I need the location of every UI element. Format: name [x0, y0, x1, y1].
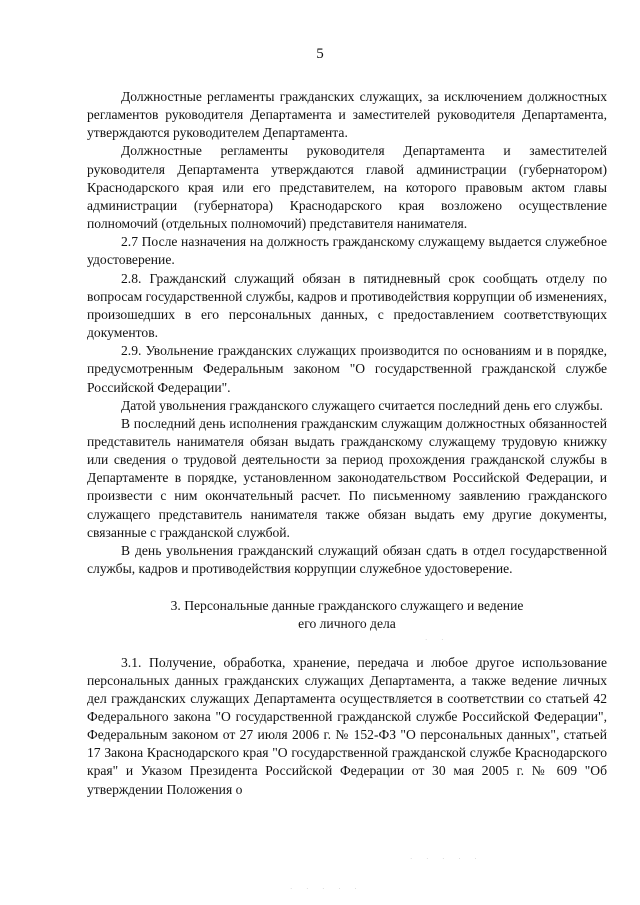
- document-body: [87, 88, 607, 799]
- paragraph-regulations-head: Должностные регламенты руководителя Департамента и заместителей руководителя Департамента утверждаются главой администрации (губернатором) Краснодарского края или его представителем, на которого правовым актом главы администрации (губернатора) Краснодарского края возложено осуществление полномочий (отдельных полномочий) представителя нанимателя.: [87, 143, 607, 232]
- paragraph-2-7: 2.7 После назначения на должность гражданскому служащему выдается служебное удостоверение.: [87, 234, 607, 268]
- scan-noise: · ·: [425, 636, 450, 644]
- paragraph-certificate-return: В день увольнения гражданский служащий обязан сдать в отдел государственной службы, кадров и противодействия коррупции служебное удостоверение.: [87, 542, 607, 577]
- section-heading: [87, 597, 607, 633]
- scan-noise: · · · · ·: [290, 885, 363, 893]
- paragraph-last-day: В последний день исполнения гражданским служащим должностных обязанностей представитель нанимателя обязан выдать гражданскому служащему трудовую книжку или сведения о трудовой деятельности за период прохождения гражданской службы в Департаменте в порядке, установленном законодательством Российской Федерации, и произвести с ним окончательный расчет. По письменному заявлению гражданского служащего представитель нанимателя также обязан выдать ему другие документы, связанные с гражданской службой.: [87, 415, 607, 540]
- paragraph-dismissal-date: Датой увольнения гражданского служащего считается последний день его службы.: [121, 397, 603, 413]
- paragraph-2-8: 2.8. Гражданский служащий обязан в пятидневный срок сообщать отделу по вопросам государственной службы, кадров и противодействия коррупции об изменениях, произошедших в его персональных данных, с предоставлением соответствующих документов.: [87, 270, 607, 341]
- paragraph-3-1: 3.1. Получение, обработка, хранение, передача и любое другое использование персональных данных гражданских служащих Департамента, а также ведение личных дел гражданских служащих Департамента осуществляется в соответствии со статьей 42 Федерального закона "О государственной гражданской службе Российской Федерации", Федеральным законом от 27 июля 2006 г. № 152-ФЗ "О персональных данных", статьей 17 Закона Краснодарского края "О государственной гражданской службе Краснодарского края" и Указом Президента Российской Федерации от 30 мая 2005 г. № 609 "Об утверждении Положения о: [87, 654, 607, 797]
- section-heading-line-2: его личного дела: [298, 616, 396, 632]
- page-number: 5: [316, 46, 324, 62]
- paragraph-regulations-staff: Должностные регламенты гражданских служащих, за исключением должностных регламентов руководителя Департамента и заместителей руководителя Департамента, утверждаются руководителем Департамента.: [87, 89, 607, 141]
- section-heading-line-1: 3. Персональные данные гражданского служащего и ведение: [170, 598, 524, 614]
- paragraph-2-9: 2.9. Увольнение гражданских служащих производится по основаниям и в порядке, предусмотренным Федеральным законом "О государственной гражданской службе Российской Федерации".: [87, 343, 607, 395]
- scan-noise: · · · · ·: [410, 855, 483, 863]
- section-gap: [87, 634, 607, 654]
